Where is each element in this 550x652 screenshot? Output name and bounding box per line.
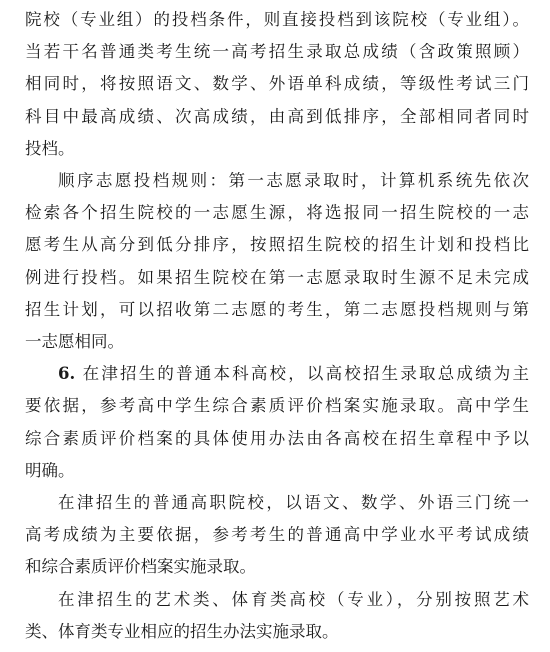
- text-line: 一志愿相同。: [25, 332, 124, 351]
- text-line: 愿考生从高分到低分排序，按照招生院校的招生计划和投档比: [25, 235, 529, 254]
- text-line: 顺序志愿投档规则：第一志愿录取时，计算机系统先依次: [58, 171, 529, 190]
- text-line-content: 在津招生的普通本科高校，以高校招生录取总成绩为主: [82, 364, 529, 383]
- text-line: 院校（专业组）的投档条件，则直接投档到该院校（专业组）。: [25, 10, 529, 29]
- text-line: 在津招生的艺术类、体育类高校（专业），分别按照艺术: [58, 590, 529, 609]
- text-line-numbered: [58, 360, 529, 388]
- text-line: 在津招生的普通高职院校，以语文、数学、外语三门统一: [58, 493, 529, 512]
- text-line: 科目中最高成绩、次高成绩，由高到低排序，全部相同者同时: [25, 107, 529, 126]
- text-line: 高考成绩为主要依据，参考考生的普通高中学业水平考试成绩: [25, 525, 529, 544]
- text-line: 明确。: [25, 461, 75, 480]
- text-line: 检索各个招生院校的一志愿生源，将选报同一招生院校的一志: [25, 203, 529, 222]
- text-line: 综合素质评价档案的具体使用办法由各高校在招生章程中予以: [25, 429, 529, 448]
- text-line: 例进行投档。如果招生院校在第一志愿录取时生源不足未完成: [25, 268, 529, 287]
- text-line: 招生计划，可以招收第二志愿的考生，第二志愿投档规则与第: [25, 300, 529, 319]
- text-line: 相同时，将按照语文、数学、外语单科成绩，等级性考试三门: [25, 74, 529, 93]
- text-line: 投档。: [25, 139, 75, 158]
- text-line: 要依据，参考高中学生综合素质评价档案实施录取。高中学生: [25, 396, 529, 415]
- text-line: 当若干名普通类考生统一高考招生录取总成绩（含政策照顾）: [25, 42, 529, 61]
- text-line: 类、体育类专业相应的招生办法实施录取。: [25, 622, 339, 641]
- text-line: 和综合素质评价档案实施录取。: [25, 557, 256, 576]
- item-number: 6.: [58, 364, 76, 383]
